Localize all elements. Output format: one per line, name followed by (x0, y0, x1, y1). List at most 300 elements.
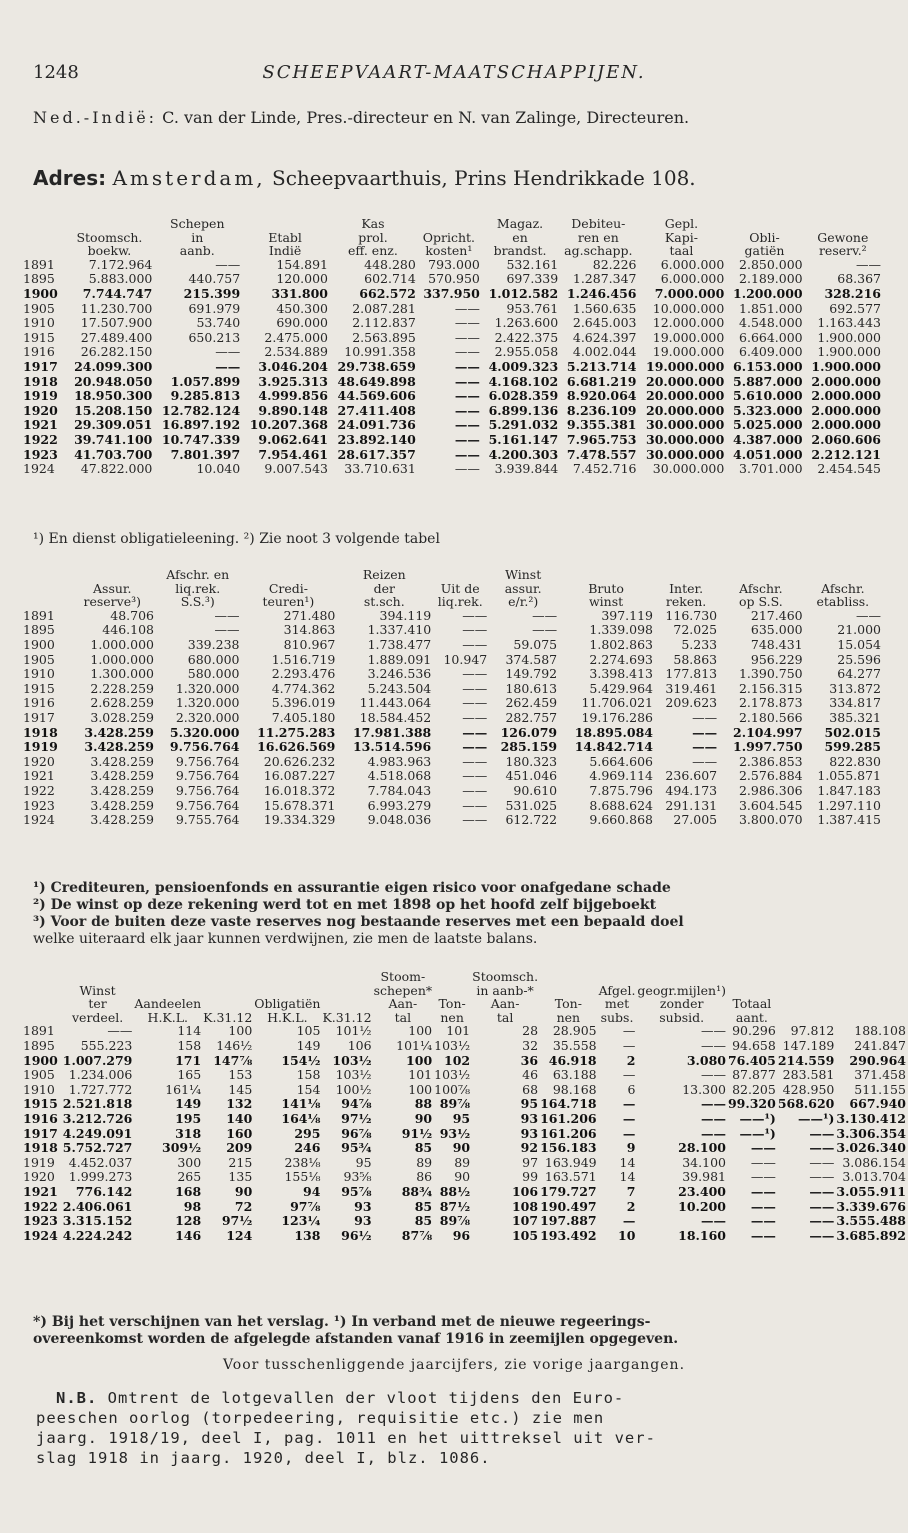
table-cell: —— (454, 417, 480, 433)
table-cell: 41.703.700 (74, 446, 153, 462)
table-cell: 1.900.000 (817, 344, 881, 360)
table-row (22, 696, 882, 711)
table-cell: 154 (296, 1081, 321, 1097)
header-cell (202, 984, 253, 998)
table-cell: —— (454, 446, 480, 462)
table-cell: 3.939.844 (494, 461, 559, 477)
header-cell (727, 984, 777, 998)
table-cell: 5.320.000 (169, 724, 240, 740)
table-cell: 188.108 (854, 1023, 906, 1039)
header-cell: prol. (358, 229, 388, 245)
table-cell: 319.461 (665, 680, 718, 696)
table-cell: 147.189 (782, 1037, 835, 1053)
table-cell: 193.492 (540, 1227, 597, 1243)
header-cell: K.31.12 (322, 1009, 372, 1025)
table-cell: 209 (226, 1140, 253, 1156)
table-cell: 2.212.121 (811, 446, 881, 462)
table-cell: 2 (626, 1052, 636, 1068)
table-cell: 68 (522, 1081, 539, 1097)
year-cell: 1922 (23, 431, 58, 447)
table-cell: 101¼ (396, 1037, 433, 1053)
table-row (22, 1127, 907, 1142)
table-cell: 100⅞ (434, 1081, 471, 1097)
table-cell: 262.459 (505, 695, 558, 711)
table-row (22, 287, 882, 302)
header-cell: subsid. (659, 1009, 705, 1025)
table-cell: —— (454, 388, 480, 404)
table-cell: 2.087.281 (352, 300, 416, 316)
table-cell: 155⅛ (284, 1169, 321, 1185)
table-cell: 103½ (434, 1037, 471, 1053)
table-cell: 95 (452, 1110, 471, 1126)
table-cell: —— (750, 1140, 776, 1156)
table-cell: 39.981 (682, 1169, 726, 1185)
table-cell: —— (107, 1023, 133, 1039)
table-cell: 1.390.750 (738, 666, 803, 682)
header-cell (22, 595, 70, 609)
nb-label: N.B. (56, 1389, 98, 1407)
table-cell: 3.013.704 (842, 1169, 906, 1185)
table-cell: 1.297.110 (817, 797, 881, 813)
footnote-line: welke uiteraard elk jaar kunnen verdwijnen, zie men de laatste balans. (33, 931, 538, 947)
header-cell (22, 984, 62, 998)
table-cell: — (622, 1213, 636, 1229)
table-cell: — (622, 1096, 636, 1112)
table-cell: 97⅞ (290, 1198, 321, 1214)
table-cell: 100 (406, 1052, 433, 1068)
table-cell: 291.131 (665, 797, 718, 813)
table-cell: 9.062.641 (258, 431, 329, 447)
table-cell: 53.740 (196, 315, 241, 331)
table-cell: 4.249.091 (62, 1125, 133, 1141)
table-cell: 502.015 (824, 724, 881, 740)
year-cell: 1900 (23, 1052, 58, 1068)
header-cell: Bruto (588, 580, 624, 596)
header-cell: liq.rek. (437, 594, 483, 610)
header-cell: Inter. (669, 580, 704, 596)
header-cell (202, 970, 253, 984)
year-cell: 1923 (23, 446, 58, 462)
table-cell: 2.000.000 (811, 402, 881, 418)
table-row (22, 726, 882, 741)
table-cell: 68.367 (837, 271, 881, 287)
year-cell: 1910 (23, 666, 55, 682)
table-cell: 5.664.606 (589, 753, 654, 769)
header-cell (539, 984, 598, 998)
table-cell: 3.555.488 (836, 1213, 906, 1229)
table-cell: 3.028.259 (90, 709, 154, 725)
table-cell: 21.000 (837, 622, 881, 638)
header-cell (654, 568, 718, 582)
table-cell: —— (532, 622, 558, 638)
table-cell: 149.792 (505, 666, 558, 682)
table-cell: 1.200.000 (733, 285, 803, 301)
table-cell: 10.991.358 (344, 344, 416, 360)
header-cell: winst (588, 594, 624, 610)
table-cell: 3.428.259 (90, 768, 154, 784)
table-cell: 94 (303, 1183, 321, 1199)
header-cell (417, 217, 481, 231)
table-cell: 11.230.700 (80, 300, 153, 316)
table-cell: 1.900.000 (811, 358, 881, 374)
table-cell: 126.079 (500, 724, 558, 740)
table-cell: 128 (175, 1213, 202, 1229)
header-cell: e/r.²) (508, 594, 539, 610)
table-cell: 154½ (281, 1052, 321, 1068)
table-cell: 97½ (341, 1110, 372, 1126)
year-cell: 1891 (23, 256, 55, 272)
table-row (22, 667, 882, 682)
header-cell: liq.rek. (175, 580, 221, 596)
table-cell: 96½ (341, 1227, 372, 1243)
table-cell: 1.263.600 (494, 315, 559, 331)
table-cell: 494.173 (665, 782, 718, 798)
table-cell: 92 (520, 1140, 539, 1156)
table-cell: 9.048.036 (367, 812, 432, 828)
table-cell: 28.905 (552, 1023, 597, 1039)
footnotes-profit (33, 880, 893, 948)
table-cell: 5.161.147 (488, 431, 559, 447)
table-cell: 1.802.863 (589, 636, 654, 652)
footnote-line: *) Bij het verschijnen van het verslag. ¹) In verband met de nieuwe regeerings- (33, 1314, 651, 1330)
year-cell: 1921 (23, 417, 58, 433)
footnote-line: ³) Voor de buiten deze vaste reserves nog bestaande reserves met een bepaald doel (33, 914, 684, 930)
header-cell (725, 217, 803, 231)
year-cell: 1919 (23, 739, 58, 755)
table-fleet-header (22, 970, 907, 1024)
table-row (22, 682, 882, 697)
header-cell (432, 568, 488, 582)
header-row (22, 997, 907, 1011)
table-cell: 179.727 (540, 1183, 597, 1199)
table-fleet-body (22, 1024, 907, 1243)
table-cell: 97½ (221, 1213, 253, 1229)
year-cell: 1924 (23, 461, 55, 477)
table-cell: ——¹) (797, 1110, 835, 1126)
header-cell: Gepl. (664, 216, 699, 231)
table-row (22, 769, 882, 784)
table-cell: — (622, 1067, 636, 1083)
header-cell: Opricht. (422, 229, 475, 245)
table-cell: —— (454, 329, 480, 345)
table-row (22, 448, 882, 463)
table-cell: 650.213 (188, 329, 241, 345)
table-cell: 2.060.606 (811, 431, 881, 447)
table-cell: 28 (522, 1023, 539, 1039)
table-row (22, 623, 882, 638)
table-cell: 1.387.415 (817, 812, 881, 828)
nb-line: slag 1918 in jaarg. 1920, deel I, blz. 1086. (36, 1449, 491, 1467)
nb-line: peeschen oorlog (torpedeering, requisitie etc.) zie men (36, 1409, 605, 1427)
header-cell (22, 970, 62, 984)
header-cell: Obli- (749, 229, 780, 245)
table-cell: 36 (520, 1052, 539, 1068)
table-cell: 161.206 (540, 1125, 597, 1141)
header-cell (22, 582, 70, 596)
table-cell: 7.875.796 (589, 782, 654, 798)
table-cell: 599.285 (824, 739, 881, 755)
table-cell: 3.080 (686, 1052, 726, 1068)
table-cell: 140 (226, 1110, 253, 1126)
table-row (22, 272, 882, 287)
year-cell: 1916 (23, 695, 55, 711)
table-cell: 450.300 (276, 300, 329, 316)
table-cell: 246 (294, 1140, 321, 1156)
table-cell: — (622, 1037, 636, 1053)
table-cell: 3.046.204 (258, 358, 329, 374)
table-cell: 328.216 (824, 285, 881, 301)
table-row (22, 740, 882, 755)
year-cell: 1920 (23, 402, 58, 418)
table-cell: 153 (228, 1067, 253, 1083)
table-cell: 18.584.452 (359, 709, 432, 725)
table-cell: —— (454, 358, 480, 374)
table-cell: 34.100 (682, 1154, 726, 1170)
table-cell: 667.940 (849, 1096, 906, 1112)
table-cell: 29.309.051 (74, 417, 153, 433)
table-cell: 30.000.000 (646, 417, 725, 433)
table-cell: 94⅞ (341, 1096, 372, 1112)
table-cell: 10.200 (678, 1198, 726, 1214)
table-cell: 9.756.764 (175, 753, 240, 769)
table-cell: 692.577 (829, 300, 881, 316)
table-cell: —— (462, 753, 488, 769)
table-cell: 3.604.545 (738, 797, 803, 813)
table-row (22, 1200, 907, 1215)
table-cell: —— (809, 1183, 835, 1199)
table-cell: 17.507.900 (80, 315, 153, 331)
table-cell: 100 (228, 1023, 253, 1039)
table-cell: 90 (414, 1110, 433, 1126)
table-cell: —— (856, 607, 881, 623)
table-cell: 5.396.019 (271, 695, 336, 711)
table-cell: 2.563.895 (352, 329, 416, 345)
table-cell: 99 (522, 1169, 539, 1185)
table-cell: 1.560.635 (572, 300, 637, 316)
table-cell: 2.228.259 (90, 680, 154, 696)
table-cell: 209.623 (665, 695, 718, 711)
table-cell: —— (454, 402, 480, 418)
table-cell: 161¼ (165, 1081, 202, 1097)
table-cell: 8.236.109 (566, 402, 637, 418)
table-cell: —— (750, 1213, 776, 1229)
table-cell: 89⅞ (439, 1213, 471, 1229)
table-cell: —— (454, 300, 480, 316)
table-cell: 105 (296, 1023, 321, 1039)
table-cell: 5.213.714 (566, 358, 637, 374)
table-cell: 7.965.753 (566, 431, 637, 447)
table-cell: 1.999.273 (68, 1169, 133, 1185)
header-cell: verdeel. (71, 1009, 124, 1025)
header-cell (133, 984, 202, 998)
header-cell: Afschr. (739, 580, 783, 596)
table-cell: 5.610.000 (733, 388, 803, 404)
table-cell: 63.188 (552, 1067, 597, 1083)
table-cell: 8.920.064 (566, 388, 637, 404)
header-cell: Indië (268, 243, 302, 259)
table-cell: 1.163.443 (817, 315, 881, 331)
year-cell: 1900 (23, 285, 58, 301)
header-cell: assur. (504, 580, 542, 596)
table-cell: 1.727.772 (68, 1081, 133, 1097)
table-cell: 93 (520, 1125, 539, 1141)
table-cell: —— (454, 461, 480, 477)
table-cell: 14 (619, 1154, 636, 1170)
table-cell: 93 (354, 1198, 372, 1214)
table-cell: 7.801.397 (170, 446, 241, 462)
year-cell: 1918 (23, 724, 58, 740)
header-cell (539, 970, 598, 984)
table-cell: 15.208.150 (74, 402, 153, 418)
header-cell: zonder (659, 996, 704, 1012)
year-cell: 1910 (23, 315, 55, 331)
table-cell: 64.277 (837, 666, 881, 682)
header-cell: S.S.³) (180, 594, 215, 610)
footnotes-fleet (33, 1314, 893, 1348)
table-cell: 90 (452, 1140, 471, 1156)
year-cell: 1905 (23, 651, 55, 667)
header-cell: tal (496, 1009, 514, 1025)
table-cell: 511.155 (854, 1081, 906, 1097)
table-cell: 35.558 (552, 1037, 597, 1053)
table-cell: 89⅞ (439, 1096, 471, 1112)
table-cell: 448.280 (364, 256, 416, 272)
header-cell (598, 970, 637, 984)
year-cell: 1915 (23, 329, 55, 345)
table-cell: 7.744.747 (82, 285, 153, 301)
year-cell: 1895 (23, 271, 55, 287)
table-cell: —— (700, 1213, 726, 1229)
table-cell: — (622, 1023, 636, 1039)
table-cell: 7 (626, 1183, 636, 1199)
header-cell: Reizen (362, 567, 406, 582)
table-cell: 19.000.000 (652, 344, 725, 360)
table-cell: —— (809, 1154, 835, 1170)
table-cell: 4.774.362 (271, 680, 336, 696)
table-cell: 28.617.357 (337, 446, 416, 462)
table-cell: 3.428.259 (90, 812, 154, 828)
header-cell: reserve³) (83, 594, 142, 610)
table-cell: 6.409.000 (739, 344, 803, 360)
table-cell: —— (454, 344, 480, 360)
header-cell (804, 568, 882, 582)
table-cell: —— (215, 358, 241, 374)
table-row (22, 1054, 907, 1069)
table-cell: 7.000.000 (654, 285, 725, 301)
table-cell: 85 (414, 1213, 433, 1229)
header-cell: H.K.L. (147, 1009, 189, 1025)
intro-paragraph (33, 108, 878, 128)
table-cell: 5.429.964 (589, 680, 654, 696)
year-cell: 1924 (23, 1227, 58, 1243)
table-cell: 9.285.813 (170, 388, 241, 404)
table-row (22, 1097, 907, 1112)
table-cell: 953.761 (506, 300, 559, 316)
table-cell: —— (462, 680, 488, 696)
table-cell: 8.688.624 (589, 797, 654, 813)
table-cell: 16.897.192 (161, 417, 241, 433)
table-profit-header (22, 568, 882, 609)
table-cell: 7.405.180 (271, 709, 336, 725)
table-cell: —— (462, 797, 488, 813)
table-cell: 85 (414, 1140, 433, 1156)
table-cell: 14.842.714 (574, 739, 654, 755)
header-cell: Winst (505, 567, 542, 582)
table-row (22, 653, 882, 668)
table-cell: 9.755.764 (175, 812, 240, 828)
table-cell: 190.497 (540, 1198, 597, 1214)
table-cell: 158 (177, 1037, 202, 1053)
table-cell: 15.678.371 (263, 797, 336, 813)
table-cell: 2.955.058 (494, 344, 559, 360)
table-cell: 3.026.340 (836, 1140, 906, 1156)
table-cell: 163.571 (544, 1169, 597, 1185)
table-cell: 90.610 (513, 782, 558, 798)
table-row (22, 799, 882, 814)
table-row (22, 1229, 907, 1244)
table-cell: 3.130.412 (836, 1110, 906, 1126)
table-cell: 555.223 (80, 1037, 133, 1053)
table-cell: 3.701.000 (739, 461, 803, 477)
table-cell: 2 (626, 1198, 636, 1214)
table-cell: 4.548.000 (739, 315, 803, 331)
table-cell: 3.428.259 (90, 753, 154, 769)
table-cell: 2.156.315 (738, 680, 803, 696)
table-cell: 20.948.050 (74, 373, 153, 389)
table-cell: 100½ (335, 1081, 372, 1097)
table-cell: 2.406.061 (62, 1198, 133, 1214)
table-cell: 10.040 (196, 461, 241, 477)
table-cell: 95⅞ (341, 1183, 372, 1199)
header-cell (70, 568, 155, 582)
header-cell: Afgel. (598, 982, 636, 998)
table-cell: 116.730 (665, 607, 718, 623)
table-cell: 95¾ (341, 1140, 372, 1156)
table-cell: 9.756.764 (175, 797, 240, 813)
table-cell: 91½ (401, 1125, 433, 1141)
table-cell: 4.224.242 (62, 1227, 133, 1243)
header-cell: Stoomsch. (76, 229, 143, 245)
table-cell: 23.400 (678, 1183, 726, 1199)
table-cell: 6.681.219 (566, 373, 637, 389)
header-cell: reken. (665, 594, 707, 610)
table-row (22, 418, 882, 433)
table-cell: — (622, 1110, 636, 1126)
table-cell: 93 (354, 1213, 372, 1229)
table-cell: 15.054 (837, 636, 881, 652)
table-cell: 48.649.898 (337, 373, 416, 389)
table-cell: 7.784.043 (367, 782, 432, 798)
table-cell: 5.323.000 (733, 402, 803, 418)
table-cell: 88½ (439, 1183, 471, 1199)
header-cell: schepen* (373, 982, 433, 998)
table-cell: 339.238 (187, 636, 240, 652)
table-cell: 309½ (162, 1140, 202, 1156)
table-cell: 23.892.140 (337, 431, 416, 447)
header-cell: en (512, 229, 528, 245)
table-row (22, 302, 882, 317)
header-cell: teuren¹) (262, 594, 315, 610)
table-cell: 164⅛ (281, 1110, 321, 1126)
header-cell: Schepen (170, 216, 225, 231)
table-cell: 18.950.300 (74, 388, 153, 404)
table-cell: 271.480 (283, 607, 336, 623)
table-cell: 46 (522, 1067, 539, 1083)
table-cell: 3.086.154 (842, 1154, 906, 1170)
table-row (22, 1156, 907, 1171)
table-cell: 385.321 (829, 709, 881, 725)
header-cell: met (604, 996, 630, 1012)
